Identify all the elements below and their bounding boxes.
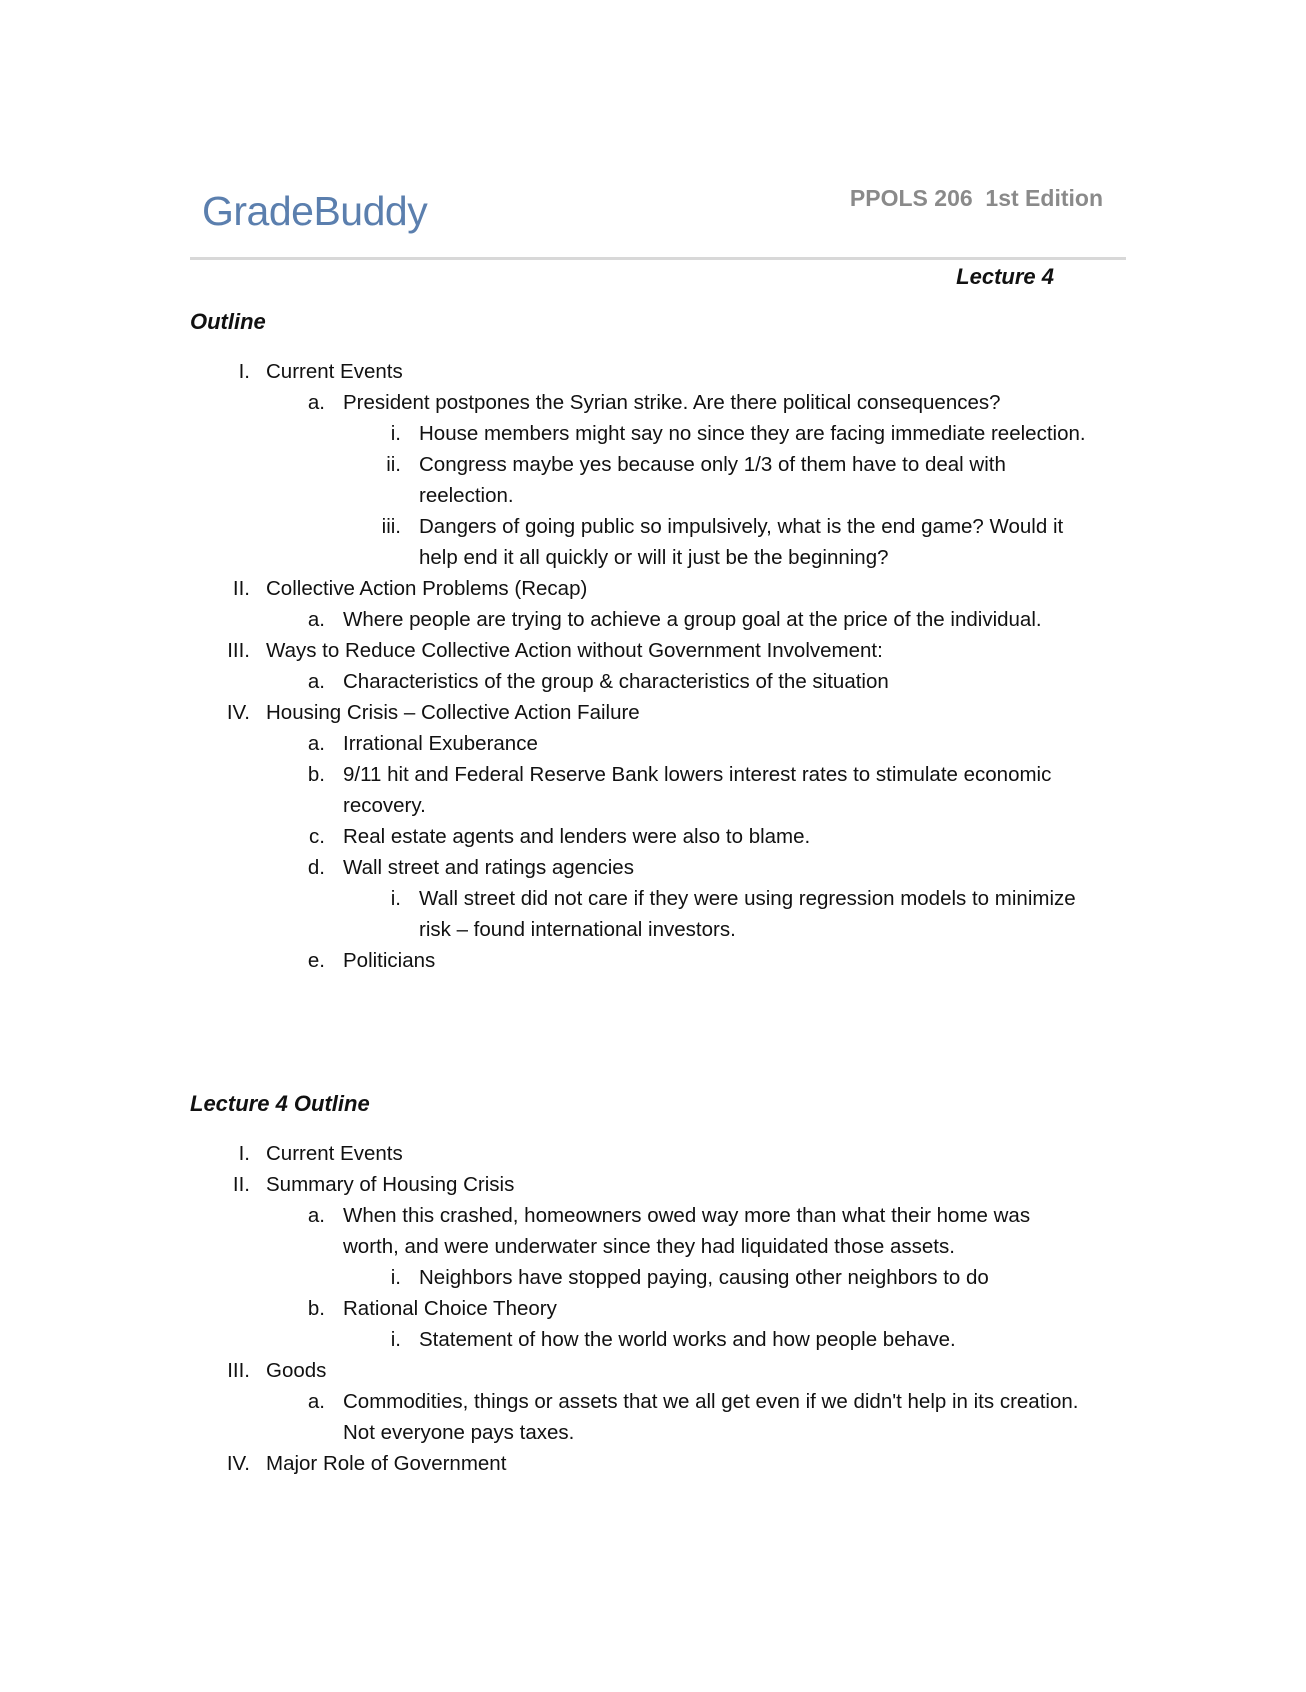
outline-item-marker: iii. xyxy=(381,515,401,538)
course-title: PPOLS 206 1st Edition xyxy=(849,185,1103,211)
outline-item-marker: I. xyxy=(238,1142,250,1165)
outline-item-marker: c. xyxy=(309,825,325,848)
outline-item-marker: II. xyxy=(232,1173,250,1196)
outline-item-marker: a. xyxy=(307,732,325,755)
outline-item-marker: a. xyxy=(307,1390,325,1413)
outline-item-text: Collective Action Problems (Recap) xyxy=(266,577,588,600)
outline-item-text: Where people are trying to achieve a group goal at the price of the individual. xyxy=(343,608,1042,631)
outline-item xyxy=(190,1355,1090,1386)
outline-item xyxy=(190,511,1090,573)
logo: GradeBuddy xyxy=(202,188,428,234)
outline-item-text: Commodities, things or assets that we all get even if we didn't help in its creation. Not everyone pays taxes. xyxy=(343,1390,1079,1444)
outline-item-text: Politicians xyxy=(343,949,436,972)
outline-list xyxy=(190,356,1090,976)
outline-item-text: Wall street did not care if they were using regression models to minimize risk – found international investors. xyxy=(419,887,1076,941)
section-title-lecture-outline: Lecture 4 Outline xyxy=(190,1091,370,1116)
header-divider xyxy=(190,257,1126,260)
outline-item-marker: III. xyxy=(227,639,250,662)
outline-item xyxy=(190,1262,1090,1293)
outline-item-marker: a. xyxy=(307,391,325,414)
outline-item-text: Current Events xyxy=(266,1142,403,1165)
outline-item-marker: e. xyxy=(307,949,325,972)
outline-item-marker: II. xyxy=(232,577,250,600)
outline-item-text: When this crashed, homeowners owed way more than what their home was worth, and were underwater since they had liquidated those assets. xyxy=(343,1204,1031,1258)
outline-item xyxy=(190,449,1090,511)
outline-item-text: Irrational Exuberance xyxy=(343,732,538,755)
outline-item xyxy=(190,883,1090,945)
outline-item xyxy=(190,666,1090,697)
outline-item xyxy=(190,387,1090,418)
outline-item xyxy=(190,759,1090,821)
outline-item-text: Housing Crisis – Collective Action Failure xyxy=(266,701,640,724)
outline-item-marker: I. xyxy=(238,360,250,383)
outline-item xyxy=(190,728,1090,759)
outline-item-marker: a. xyxy=(307,670,325,693)
outline-item-text: President postpones the Syrian strike. Are there political consequences? xyxy=(343,391,1001,414)
outline-item xyxy=(190,852,1090,883)
outline-item xyxy=(190,635,1090,666)
outline-item xyxy=(190,573,1090,604)
outline-item xyxy=(190,1293,1090,1324)
outline-item-marker: a. xyxy=(307,608,325,631)
outline-item-marker: IV. xyxy=(226,701,250,724)
outline-item-text: Neighbors have stopped paying, causing other neighbors to do xyxy=(419,1266,989,1289)
outline-item-text: Characteristics of the group & characteristics of the situation xyxy=(343,670,889,693)
lecture-outline-list xyxy=(190,1138,1090,1479)
outline-item xyxy=(190,697,1090,728)
outline-item-text: Major Role of Government xyxy=(266,1452,507,1475)
section-title-outline: Outline xyxy=(190,309,266,334)
outline-item xyxy=(190,1200,1090,1262)
outline-item xyxy=(190,1138,1090,1169)
outline-item xyxy=(190,418,1090,449)
outline-item xyxy=(190,945,1090,976)
outline-item-marker: i. xyxy=(390,1266,401,1289)
outline-item xyxy=(190,1386,1090,1448)
outline-item-marker: a. xyxy=(307,1204,325,1227)
outline-item-text: Wall street and ratings agencies xyxy=(343,856,634,879)
outline-item-text: Rational Choice Theory xyxy=(343,1297,557,1320)
outline-item xyxy=(190,604,1090,635)
outline-item-marker: IV. xyxy=(226,1452,250,1475)
outline-item-marker: d. xyxy=(307,856,325,879)
outline-item xyxy=(190,1169,1090,1200)
outline-item-marker: ii. xyxy=(386,453,401,476)
outline-item xyxy=(190,1448,1090,1479)
outline-item xyxy=(190,821,1090,852)
outline-item-text: Congress maybe yes because only 1/3 of them have to deal with reelection. xyxy=(419,453,1006,507)
outline-item-marker: III. xyxy=(227,1359,250,1382)
outline-item-text: Real estate agents and lenders were also to blame. xyxy=(343,825,811,848)
outline-item-text: Goods xyxy=(266,1359,327,1382)
outline-item-text: Summary of Housing Crisis xyxy=(266,1173,515,1196)
lecture-label: Lecture 4 xyxy=(956,264,1054,289)
outline-item-text: Statement of how the world works and how people behave. xyxy=(419,1328,956,1351)
outline-item-text: 9/11 hit and Federal Reserve Bank lowers interest rates to stimulate economic recovery. xyxy=(343,763,1052,817)
outline-item-text: Ways to Reduce Collective Action without Government Involvement: xyxy=(266,639,883,662)
outline-item-text: Dangers of going public so impulsively, what is the end game? Would it help end it all quickly or will it just be the beginning? xyxy=(419,515,1064,569)
outline-item xyxy=(190,1324,1090,1355)
outline-item-marker: b. xyxy=(307,1297,325,1320)
outline-item-marker: b. xyxy=(307,763,325,786)
outline-item-text: Current Events xyxy=(266,360,403,383)
outline-item-marker: i. xyxy=(390,887,401,910)
outline-item-marker: i. xyxy=(390,1328,401,1351)
outline-item-marker: i. xyxy=(390,422,401,445)
outline-item xyxy=(190,356,1090,387)
outline-item-text: House members might say no since they are facing immediate reelection. xyxy=(419,422,1086,445)
